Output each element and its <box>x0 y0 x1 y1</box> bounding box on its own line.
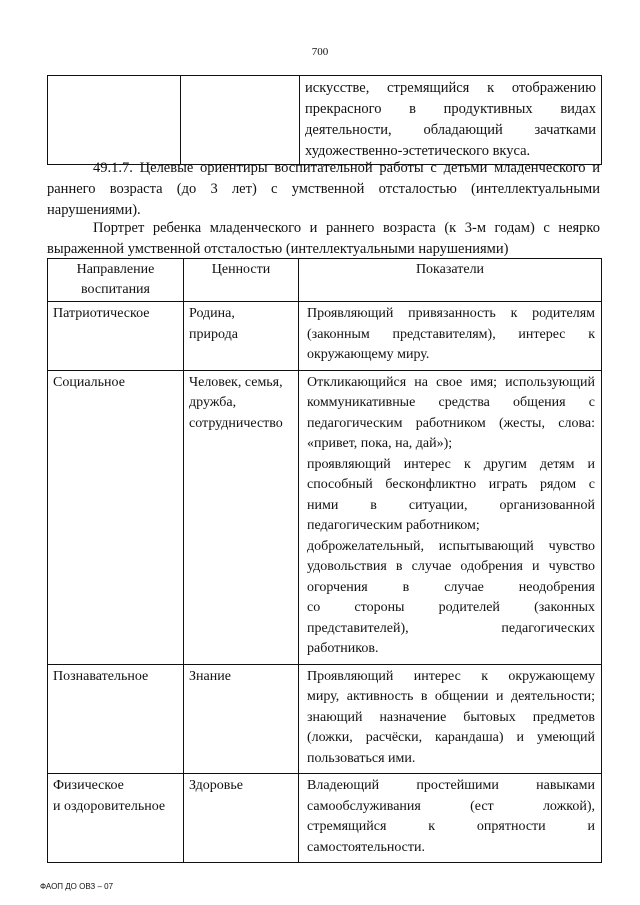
direction-cell <box>48 774 184 863</box>
direction-cell <box>48 370 184 664</box>
table-row <box>48 302 602 371</box>
indicator-line: педагогическим работником (жесты, слова: <box>307 415 595 431</box>
indicator-line: работников. <box>307 641 379 656</box>
indicators-cell <box>299 302 602 371</box>
indicator-line: деятельности, обладающий зачатками <box>305 122 596 138</box>
indicator-line: способный бесконфликтно играть рядом с <box>307 477 595 492</box>
indicator-line: художественно-эстетического вкуса. <box>305 143 531 159</box>
header-values: Ценности <box>184 259 299 302</box>
direction-text: и оздоровительное <box>53 798 166 814</box>
indicator-line: самостоятельности. <box>307 839 425 855</box>
indicator-line: пользоваться ими. <box>307 750 416 766</box>
indicator-line: миру, активность в общении и деятельности; <box>307 689 595 704</box>
values-cell <box>184 302 299 371</box>
indicator-line: прекрасного в продуктивных видах <box>305 101 596 117</box>
table-row <box>48 370 602 664</box>
indicator-line: стремящийся к опрятности и <box>307 819 595 834</box>
direction-text: Социальное <box>53 374 125 390</box>
direction-text: Патриотическое <box>53 306 150 321</box>
indicator-line: (законным представителям), интерес к <box>307 326 595 342</box>
direction-cell <box>48 302 184 371</box>
table-row <box>48 774 602 863</box>
indicator-line: проявляющий интерес к другим детям и <box>307 456 595 472</box>
indicator-line: доброжелательный, испытывающий чувство <box>307 538 595 554</box>
section-heading-paragraph: 49.1.7. Целевые ориентиры воспитательной работы с детьми младенческого и раннего возраста (до 3 лет) с умственной отсталостью (интеллектуальными нарушениями). <box>47 160 600 218</box>
values-text: дружба, <box>189 395 237 410</box>
indicator-line: огорчения в случае неодобрения <box>307 579 595 595</box>
empty-cell-values <box>181 76 300 165</box>
indicator-line: самообслуживания (ест ложкой), <box>307 798 595 814</box>
indicator-line: Откликающийся на свое имя; использующий <box>307 374 595 390</box>
indicator-line: окружающему миру. <box>307 347 430 362</box>
indicator-line: знающий назначение бытовых предметов <box>307 709 595 725</box>
document-footer: ФАОП ДО ОВЗ – 07 <box>40 882 114 891</box>
header-direction: Направление воспитания <box>48 259 184 302</box>
indicator-line: со стороны родителей (законных <box>307 600 595 615</box>
values-text: Здоровье <box>189 778 243 793</box>
direction-text: Физическое <box>53 778 124 793</box>
table-row <box>48 664 602 774</box>
direction-cell <box>48 664 184 774</box>
page-number: 700 <box>311 46 329 58</box>
values-cell <box>184 370 299 664</box>
values-text: природа <box>189 326 238 342</box>
indicator-line: коммуникативные средства общения с <box>307 395 595 410</box>
values-text: Человек, семья, <box>189 374 283 390</box>
indicator-line: педагогическим работником; <box>307 518 480 533</box>
indicator-line: Владеющий простейшими навыками <box>307 778 595 793</box>
indicator-line: искусстве, стремящийся к отображению <box>305 80 596 96</box>
values-text: Знание <box>189 668 231 684</box>
table-header-row <box>48 259 602 302</box>
header-indicators: Показатели <box>299 259 602 302</box>
indicator-line: ними в ситуации, организованной <box>307 497 595 513</box>
indicators-table <box>47 258 602 863</box>
indicator-line: представителей), педагогических <box>307 620 595 636</box>
values-text: сотрудничество <box>189 415 283 431</box>
indicator-line: Проявляющий привязанность к родителям <box>307 306 595 321</box>
indicators-cell <box>299 774 602 863</box>
values-cell <box>184 774 299 863</box>
indicator-line: (ложки, расчёски, карандаша) и умеющий <box>307 730 595 745</box>
indicator-line: Проявляющий интерес к окружающему <box>307 668 595 684</box>
indicators-cell <box>299 664 602 774</box>
indicators-cell <box>299 370 602 664</box>
values-cell <box>184 664 299 774</box>
indicator-line: удовольствия в случае одобрения и чувство <box>307 559 595 574</box>
portrait-paragraph: Портрет ребенка младенческого и раннего возраста (к 3-м годам) с неярко выраженной умственной отсталостью (интеллектуальными нарушениями) <box>47 220 600 257</box>
indicator-line: «привет, пока, на, дай»); <box>307 436 453 451</box>
values-text: Родина, <box>189 306 235 321</box>
continued-table <box>47 75 602 165</box>
empty-cell-direction <box>48 76 181 165</box>
continued-indicators-cell <box>300 76 602 165</box>
direction-text: Познавательное <box>53 668 149 684</box>
